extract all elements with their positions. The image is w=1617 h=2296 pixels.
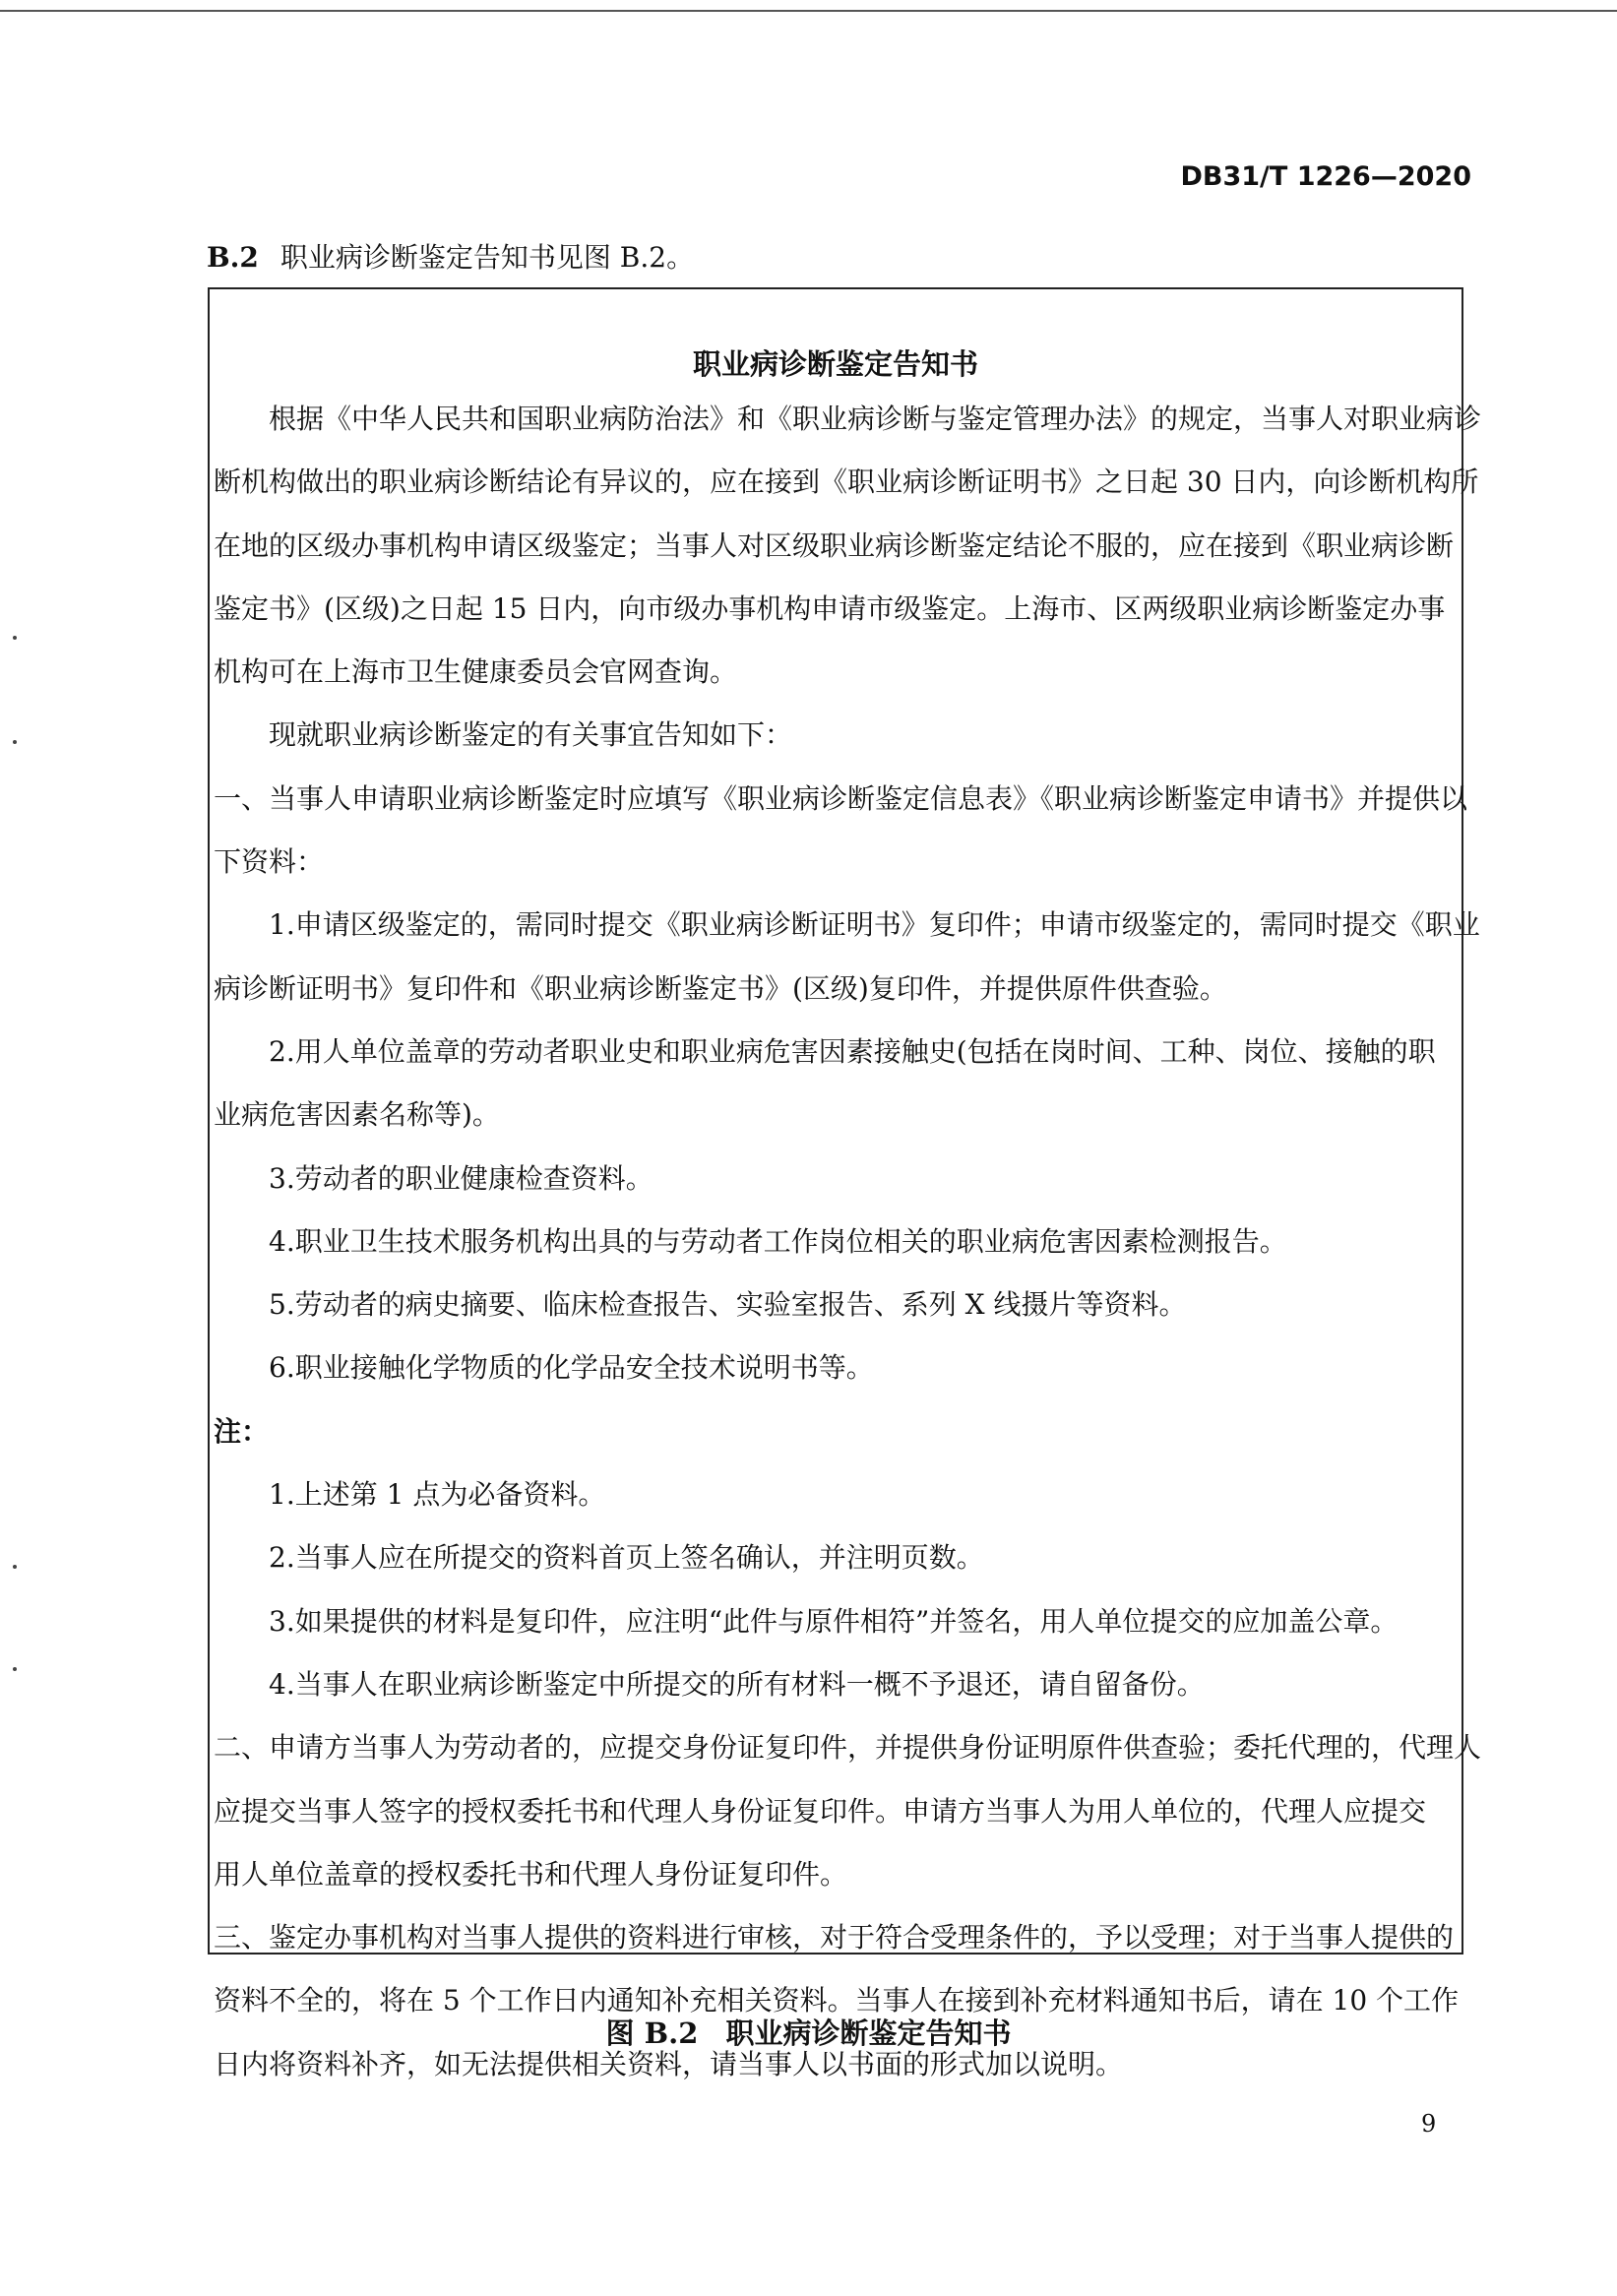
margin-dot [13, 636, 17, 640]
section-text: 职业病诊断鉴定告知书见图 B.2。 [280, 241, 695, 274]
section-heading [207, 236, 694, 276]
page-number: 9 [1421, 2110, 1437, 2138]
text-line: 日内将资料补齐，如无法提供相关资料，请当事人以书面的形式加以说明。 [214, 2047, 1124, 2080]
figure-caption [0, 2012, 1617, 2052]
margin-dot [13, 740, 17, 744]
text-line: 用人单位盖章的授权委托书和代理人身份证复印件。 [214, 1857, 848, 1891]
text-line: 病诊断证明书》复印件和《职业病诊断鉴定书》(区级)复印件，并提供原件供查验。 [214, 971, 1227, 1005]
text-line: 1.申请区级鉴定的，需同时提交《职业病诊断证明书》复印件；申请市级鉴定的，需同时提交《职业 [269, 908, 1480, 942]
text-line: 三、鉴定办事机构对当事人提供的资料进行审核，对于符合受理条件的，予以受理；对于当事人提供的 [214, 1921, 1455, 1955]
text-line: 根据《中华人民共和国职业病防治法》和《职业病诊断与鉴定管理办法》的规定，当事人对职业病诊 [269, 403, 1482, 435]
text-line: 4.职业卫生技术服务机构出具的与劳动者工作岗位相关的职业病危害因素检测报告。 [269, 1224, 1287, 1258]
text-line: 6.职业接触化学物质的化学品安全技术说明书等。 [269, 1351, 874, 1385]
text-line: 业病危害因素名称等)。 [214, 1098, 500, 1132]
text-line: 3.劳动者的职业健康检查资料。 [269, 1161, 653, 1195]
section-number: B.2 [207, 241, 259, 274]
text-line: 下资料： [214, 845, 325, 879]
figure-title: 职业病诊断鉴定告知书 [725, 2017, 1012, 2050]
text-line: 1.上述第 1 点为必备资料。 [269, 1478, 606, 1512]
margin-dot [13, 1667, 17, 1671]
text-line: 一、当事人申请职业病诊断鉴定时应填写《职业病诊断鉴定信息表》《职业病诊断鉴定申请书》并提供以 [214, 781, 1468, 815]
note-heading: 注： [214, 1414, 270, 1448]
text-line: 3.如果提供的材料是复印件，应注明“此件与原件相符”并签名，用人单位提交的应加盖公章。 [269, 1604, 1399, 1638]
text-line: 在地的区级办事机构申请区级鉴定；当事人对区级职业病诊断鉴定结论不服的，应在接到《职业病诊断 [214, 528, 1455, 562]
figure-number: 图 B.2 [605, 2017, 699, 2050]
text-line: 资料不全的，将在 5 个工作日内通知补充相关资料。当事人在接到补充材料通知书后，请在 10 个工作 [214, 1984, 1460, 2017]
text-line: 应提交当事人签字的授权委托书和代理人身份证复印件。申请方当事人为用人单位的，代理人应提交 [214, 1794, 1427, 1828]
text-line: 现就职业病诊断鉴定的有关事宜告知如下： [269, 718, 793, 752]
margin-dot [13, 1565, 17, 1569]
text-line: 2.当事人应在所提交的资料首页上签名确认，并注明页数。 [269, 1541, 984, 1575]
notice-title: 职业病诊断鉴定告知书 [692, 347, 978, 381]
text-line: 鉴定书》(区级)之日起 15 日内，向市级办事机构申请市级鉴定。上海市、区两级职业病诊断鉴定办事 [214, 591, 1446, 625]
text-line: 2.用人单位盖章的劳动者职业史和职业病危害因素接触史(包括在岗时间、工种、岗位、接触的职 [269, 1034, 1436, 1068]
top-rule [0, 10, 1617, 12]
text-line: 4.当事人在职业病诊断鉴定中所提交的所有材料一概不予退还，请自留备份。 [269, 1667, 1205, 1701]
document-code: DB31/T 1226—2020 [1180, 161, 1471, 192]
text-line: 机构可在上海市卫生健康委员会官网查询。 [214, 655, 738, 689]
text-line: 二、申请方当事人为劳动者的，应提交身份证复印件，并提供身份证明原件供查验；委托代理的，代理人 [214, 1731, 1482, 1765]
notice-body [214, 388, 1482, 2096]
text-line: 断机构做出的职业病诊断结论有异议的，应在接到《职业病诊断证明书》之日起 30 日内，向诊断机构所 [214, 465, 1479, 499]
text-line: 5.劳动者的病史摘要、临床检查报告、实验室报告、系列 X 线摄片等资料。 [269, 1288, 1187, 1322]
